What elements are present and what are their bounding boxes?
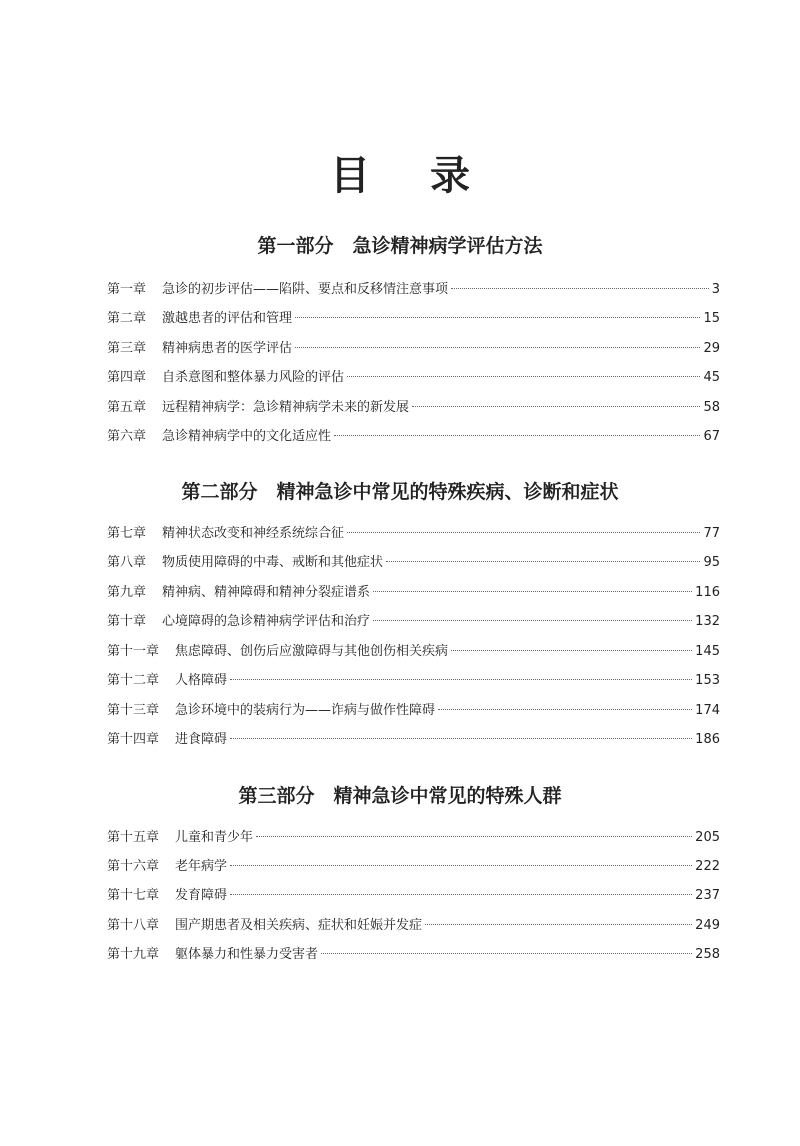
- dot-leader: [321, 953, 692, 954]
- toc-entry: [107, 642, 720, 662]
- chapter-title: 围产期患者及相关疾病、症状和妊娠并发症: [175, 918, 423, 933]
- chapter-number: 第十七章: [107, 888, 160, 903]
- page-number: 116: [695, 585, 720, 600]
- chapter-title: 精神病患者的医学评估: [162, 341, 293, 356]
- toc-entry: [107, 553, 720, 573]
- toc-entry: [107, 916, 720, 936]
- dot-leader: [451, 650, 692, 651]
- chapter-title: 激越患者的评估和管理: [162, 311, 293, 326]
- page-number: 15: [703, 311, 720, 326]
- page-number: 174: [695, 703, 720, 718]
- page-number: 249: [695, 918, 720, 933]
- chapter-number: 第十二章: [107, 673, 160, 688]
- chapter-title: 自杀意图和整体暴力风险的评估: [162, 370, 345, 385]
- chapter-number: 第十章: [107, 614, 147, 629]
- toc-entry: [107, 828, 720, 848]
- toc-entry: [107, 398, 720, 418]
- page-number: 153: [695, 673, 720, 688]
- chapter-number: 第十三章: [107, 703, 160, 718]
- dot-leader: [256, 836, 692, 837]
- chapter-title: 急诊的初步评估——陷阱、要点和反移情注意事项: [162, 282, 449, 297]
- toc-entry: [107, 730, 720, 750]
- toc-entry: [107, 524, 720, 544]
- toc-entry: [107, 583, 720, 603]
- toc-entry: [107, 701, 720, 721]
- page-number: 205: [695, 830, 720, 845]
- toc-entry: [107, 886, 720, 906]
- chapter-number: 第五章: [107, 400, 147, 415]
- page-number: 132: [695, 614, 720, 629]
- page-title: 目录: [330, 152, 530, 199]
- page-number: 186: [695, 732, 720, 747]
- page-number: 29: [703, 341, 720, 356]
- dot-leader: [295, 317, 700, 318]
- toc-entry: [107, 945, 720, 965]
- dot-leader: [230, 679, 692, 680]
- chapter-title: 急诊环境中的装病行为——诈病与做作性障碍: [175, 703, 436, 718]
- dot-leader: [295, 347, 700, 348]
- page-number: 222: [695, 859, 720, 874]
- chapter-number: 第一章: [107, 282, 147, 297]
- chapter-number: 第四章: [107, 370, 147, 385]
- chapter-number: 第十五章: [107, 830, 160, 845]
- chapter-title: 急诊精神病学中的文化适应性: [162, 429, 332, 444]
- page-number: 3: [711, 282, 720, 297]
- dot-leader: [412, 406, 700, 407]
- chapter-title: 心境障碍的急诊精神病学评估和治疗: [162, 614, 371, 629]
- dot-leader: [230, 894, 692, 895]
- page-number: 77: [703, 526, 720, 541]
- dot-leader: [386, 561, 700, 562]
- dot-leader: [347, 376, 700, 377]
- chapter-title: 进食障碍: [175, 732, 228, 747]
- part-heading: 第三部分 精神急诊中常见的特殊人群: [238, 785, 562, 807]
- page-number: 237: [695, 888, 720, 903]
- toc-entry: [107, 427, 720, 447]
- chapter-number: 第九章: [107, 585, 147, 600]
- part-heading: 第二部分 精神急诊中常见的特殊疾病、诊断和症状: [181, 481, 619, 503]
- chapter-title: 精神状态改变和神经系统综合征: [162, 526, 345, 541]
- chapter-number: 第十一章: [107, 644, 160, 659]
- chapter-number: 第十六章: [107, 859, 160, 874]
- chapter-title: 发育障碍: [175, 888, 228, 903]
- chapter-title: 人格障碍: [175, 673, 228, 688]
- chapter-number: 第六章: [107, 429, 147, 444]
- part-heading: 第一部分 急诊精神病学评估方法: [257, 235, 543, 257]
- toc-entry: [107, 612, 720, 632]
- dot-leader: [373, 620, 692, 621]
- chapter-number: 第八章: [107, 555, 147, 570]
- chapter-title: 精神病、精神障碍和精神分裂症谱系: [162, 585, 371, 600]
- page-number: 145: [695, 644, 720, 659]
- page-number: 58: [703, 400, 720, 415]
- page-number: 45: [703, 370, 720, 385]
- chapter-number: 第七章: [107, 526, 147, 541]
- page-number: 67: [703, 429, 720, 444]
- dot-leader: [373, 591, 692, 592]
- chapter-title: 远程精神病学：急诊精神病学未来的新发展: [162, 400, 410, 415]
- page-number: 95: [703, 555, 720, 570]
- toc-entry: [107, 368, 720, 388]
- dot-leader: [334, 435, 700, 436]
- chapter-number: 第三章: [107, 341, 147, 356]
- toc-entry: [107, 857, 720, 877]
- toc-entry: [107, 309, 720, 329]
- toc-entry: [107, 280, 720, 300]
- dot-leader: [230, 865, 692, 866]
- dot-leader: [347, 532, 700, 533]
- dot-leader: [438, 709, 692, 710]
- dot-leader: [425, 924, 692, 925]
- toc-entry: [107, 671, 720, 691]
- toc-entry: [107, 339, 720, 359]
- chapter-title: 躯体暴力和性暴力受害者: [175, 947, 319, 962]
- dot-leader: [451, 288, 709, 289]
- chapter-number: 第十四章: [107, 732, 160, 747]
- chapter-number: 第十八章: [107, 918, 160, 933]
- dot-leader: [230, 738, 692, 739]
- chapter-number: 第二章: [107, 311, 147, 326]
- page-number: 258: [695, 947, 720, 962]
- chapter-title: 焦虑障碍、创伤后应激障碍与其他创伤相关疾病: [175, 644, 449, 659]
- chapter-title: 老年病学: [175, 859, 228, 874]
- chapter-title: 物质使用障碍的中毒、戒断和其他症状: [162, 555, 384, 570]
- chapter-title: 儿童和青少年: [175, 830, 254, 845]
- chapter-number: 第十九章: [107, 947, 160, 962]
